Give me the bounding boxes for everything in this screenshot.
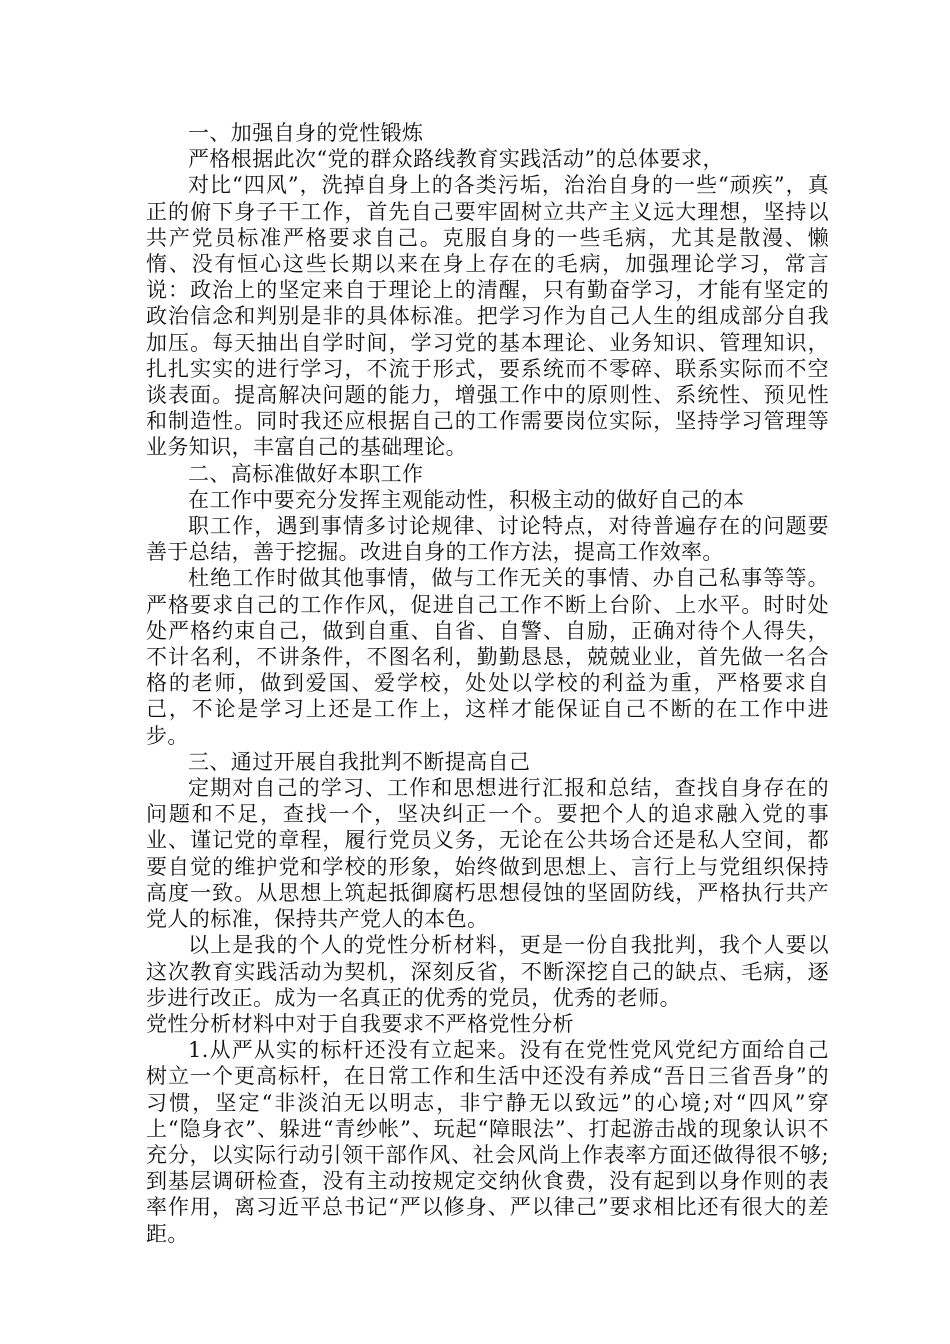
section-heading-1: 一、加强自身的党性锻炼 (188, 121, 424, 145)
subtitle: 党性分析材料中对于自我要求不严格党性分析 (146, 1011, 574, 1036)
paragraph: 对比“四风”，洗掉自身上的各类污垢，治治自身的一些“顽疾”，真正的俯下身子干工作，首先自己要牢固树立共产主义远大理想，坚持以共产党员标准严格要求自己。克服自身的一些毛病，尤其是散漫、懒惰、没有恒心这些长期以来在身上存在的毛病，加强理论学习，常言说：政治上的坚定来自于理论上的清醒，只有勤奋学习，才能有坚定的政治信念和判别是非的具体标准。把学习作为自己人生的组成部分自我加压。每天抽出自学时间，学习党的基本理论、业务知识、管理知识，扎扎实实的进行学习，不流于形式，要系统而不零碎、联系实际而不空谈表面。提高解决问题的能力，增强工作中的原则性、系统性、预见性和制造性。同时我还应根据自己的工作需要岗位实际，坚持学习管理等业务知识，丰富自己的基础理论。 (146, 173, 829, 460)
paragraph: 以上是我的个人的党性分析材料，更是一份自我批判，我个人要以这次教育实践活动为契机，深刻反省，不断深挖自己的缺点、毛病，逐步进行改正。成为一名真正的优秀的党员，优秀的老师。 (146, 933, 829, 1010)
paragraph: 杜绝工作时做其他事情，做与工作无关的事情、办自己私事等等。严格要求自己的工作作风，促进自己工作不断上台阶、上水平。时时处处严格约束自己，做到自重、自省、自警、自励，正确对待个人得失，不计名利，不讲条件，不图名利，勤勤恳恳，兢兢业业，首先做一名合格的老师，做到爱国、爱学校，处处以学校的利益为重，严格要求自己，不论是学习上还是工作上，这样才能保证自己不断的在工作中进步。 (146, 566, 829, 748)
paragraph: 在工作中要充分发挥主观能动性，积极主动的做好自己的本 (188, 487, 745, 512)
paragraph: 职工作，遇到事情多讨论规律、讨论特点，对待普遍存在的问题要善于总结，善于挖掘。改进自身的工作方法，提高工作效率。 (146, 514, 829, 565)
document-body (146, 120, 829, 1247)
section-heading-2: 二、高标准做好本职工作 (188, 461, 424, 486)
paragraph: 严格根据此次“党的群众路线教育实践活动”的总体要求， (188, 147, 724, 172)
paragraph: 定期对自己的学习、工作和思想进行汇报和总结，查找自身存在的问题和不足，查找一个，坚决纠正一个。要把个人的追求融入党的事业、谨记党的章程，履行党员义务，无论在公共场合还是私人空间，都要自觉的维护党和学校的形象，始终做到思想上、言行上与党组织保持高度一致。从思想上筑起抵御腐朽思想侵蚀的坚固防线，严格执行共产党人的标准，保持共产党人的本色。 (146, 776, 829, 932)
paragraph: 1.从严从实的标杆还没有立起来。没有在党性党风党纪方面给自己树立一个更高标杆，在日常工作和生活中还没有养成“吾日三省吾身”的习惯，坚定“非淡泊无以明志，非宁静无以致远”的心境;对“四风”穿上“隐身衣”、躲进“青纱帐”、玩起“障眼法”、打起游击战的现象认识不充分，以实际行动引领干部作风、社会风尚上作表率方面还做得很不够;到基层调研检查，没有主动按规定交纳伙食费，没有起到以身作则的表率作用，离习近平总书记“严以修身、严以律己”要求相比还有很大的差距。 (146, 1038, 829, 1246)
section-heading-3: 三、通过开展自我批判不断提高自己 (188, 749, 531, 774)
